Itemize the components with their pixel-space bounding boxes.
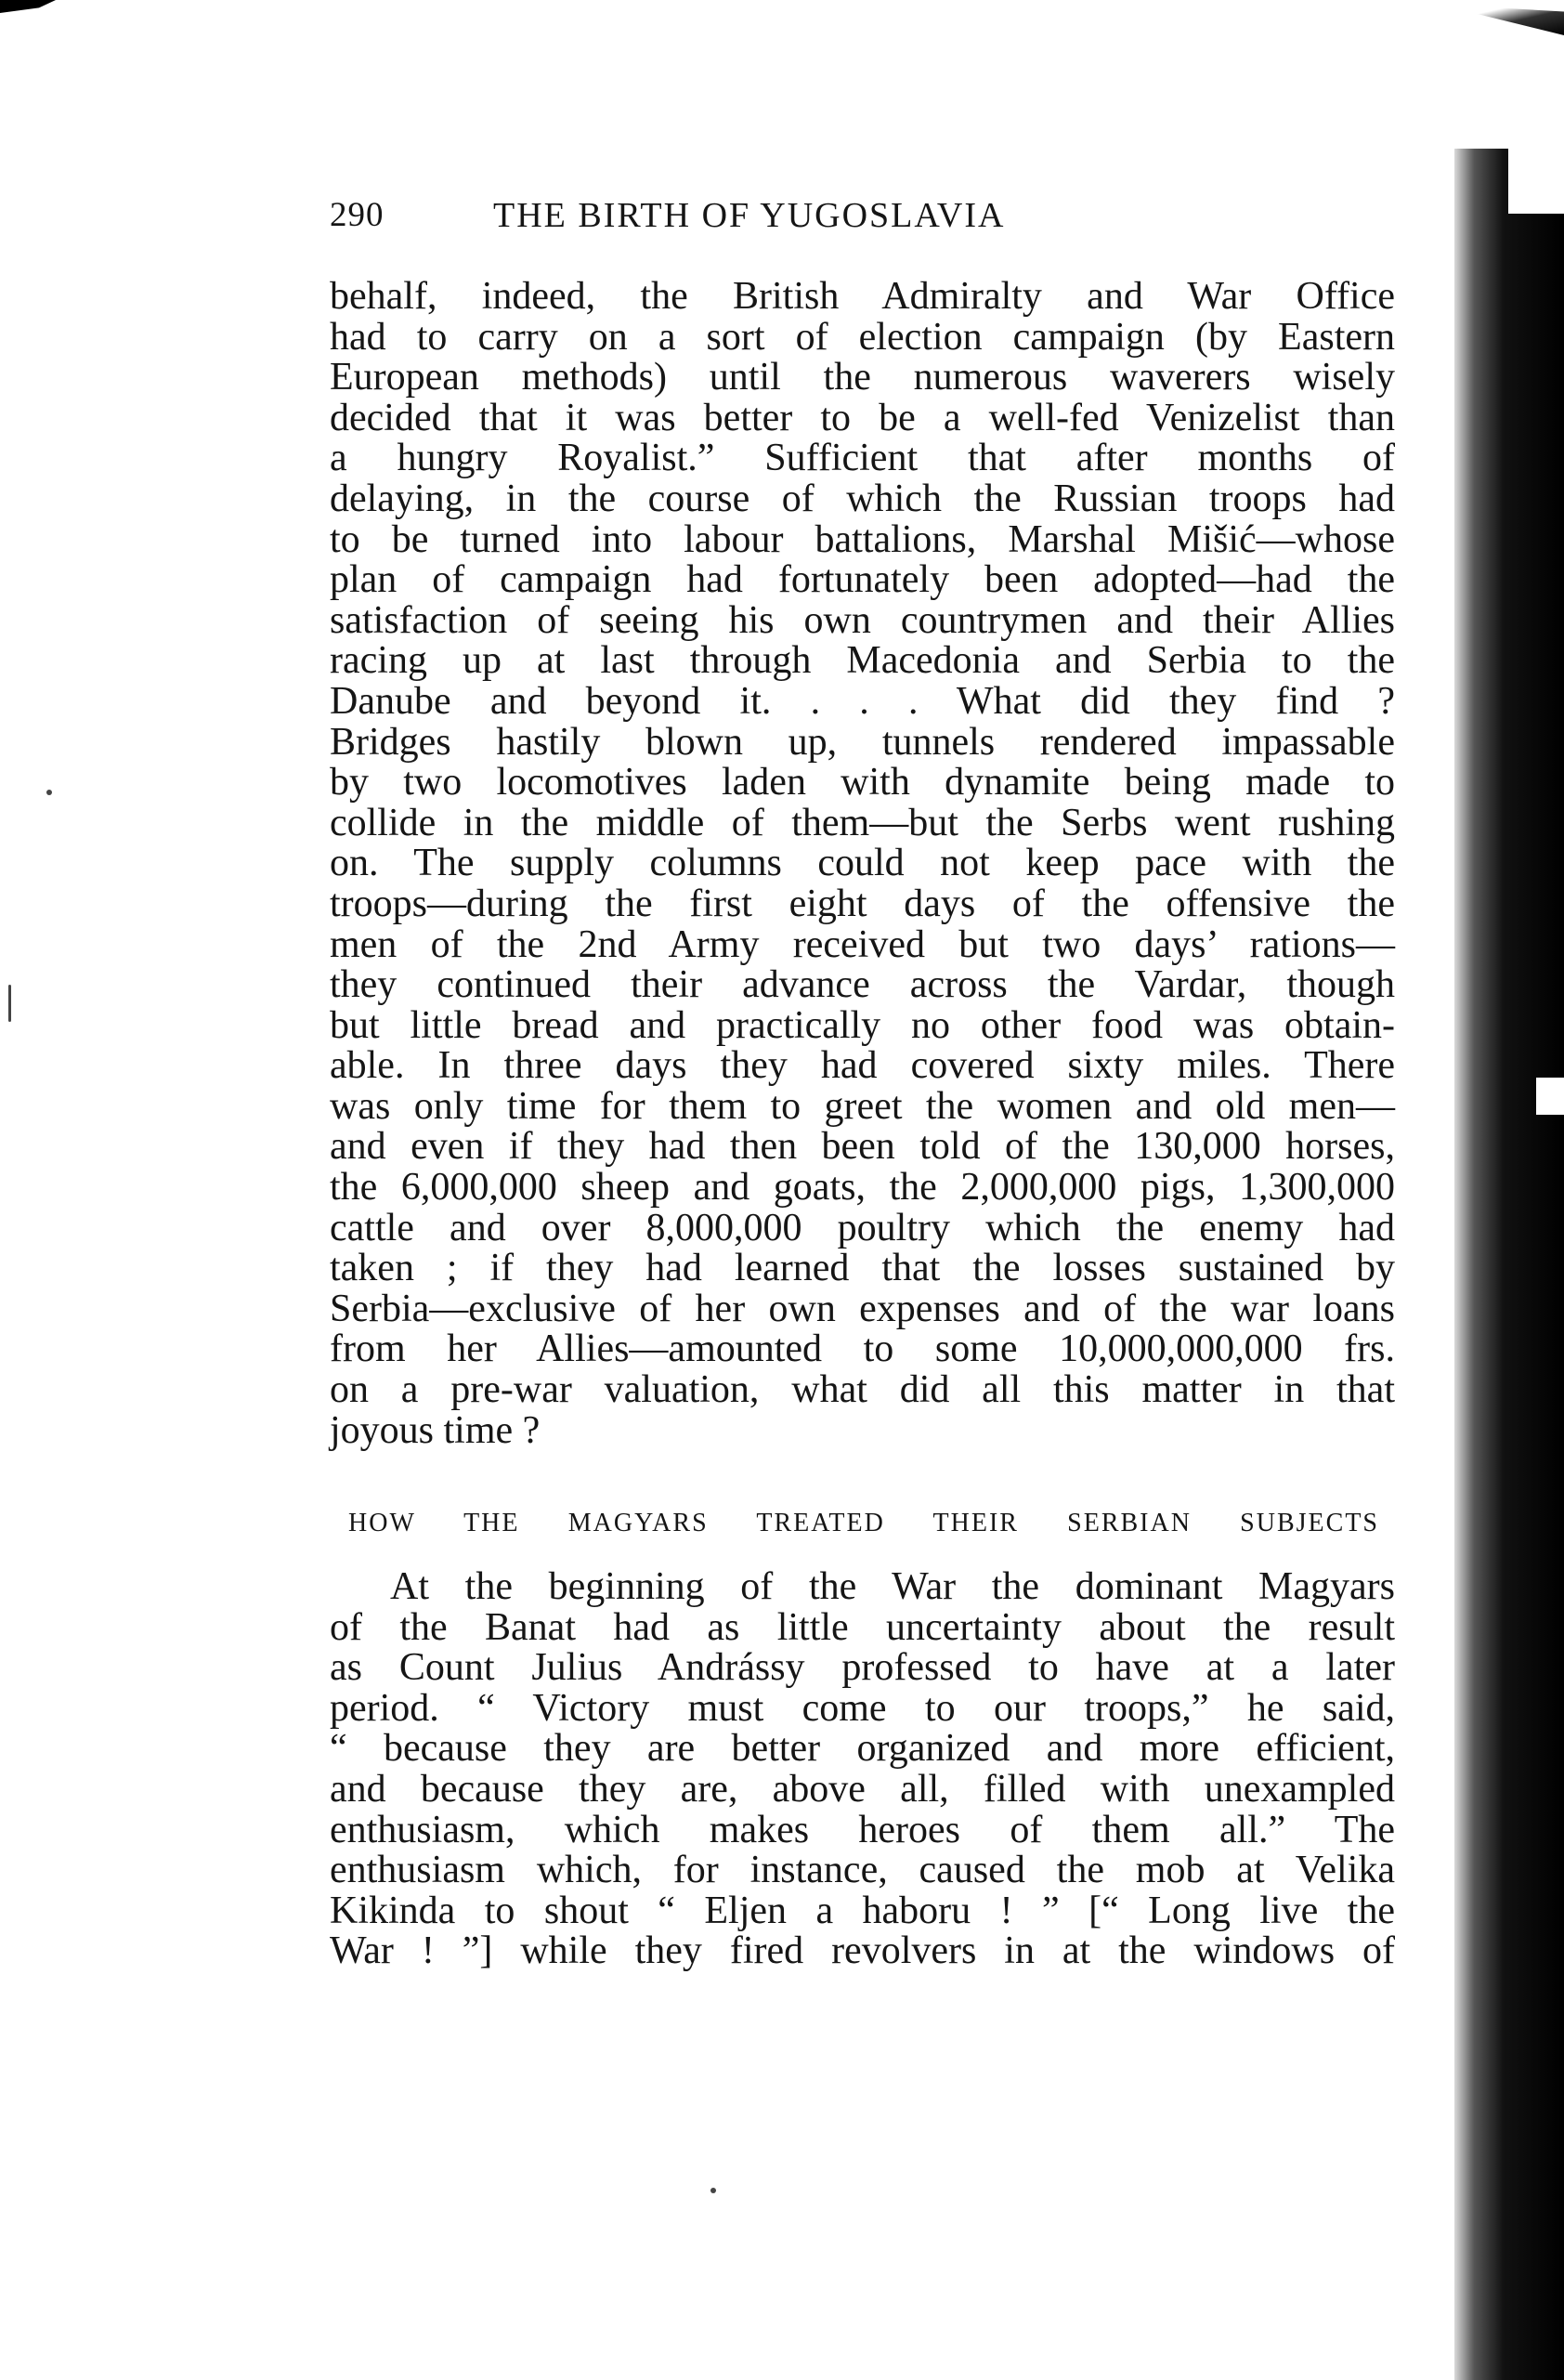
text-line: At the beginning of the War the dominant Magyars xyxy=(390,1565,1395,1608)
text-line: delaying, in the course of which the Russian troops had xyxy=(330,477,1395,520)
scan-speck xyxy=(8,985,11,1022)
page-edge-notch xyxy=(1536,1078,1564,1115)
text-line: “ because they are better organized and more efficient, xyxy=(330,1727,1395,1771)
text-line: a hungry Royalist.” Sufficient that after months of xyxy=(330,437,1395,480)
text-line: on a pre-war valuation, what did all this matter in that xyxy=(330,1368,1395,1412)
paragraph xyxy=(330,277,1395,1451)
text-line: Kikinda to shout “ Eljen a haboru ! ” [“ Long live the xyxy=(330,1889,1395,1932)
text-line: had to carry on a sort of election campaign (by Eastern xyxy=(330,315,1395,359)
section-heading: HOW THE MAGYARS TREATED THEIR SERBIAN SUBJECTS xyxy=(348,1509,1379,1537)
paragraph xyxy=(330,1567,1395,1972)
text-line: Danube and beyond it. . . . What did they find ? xyxy=(330,679,1395,723)
scan-corner-mark xyxy=(0,0,56,13)
text-line: to be turned into labour battalions, Marshal Mišić—whose xyxy=(330,517,1395,561)
page-edge-notch xyxy=(1508,149,1564,214)
text-line: collide in the middle of them—but the Serbs went rushing xyxy=(330,801,1395,844)
running-head xyxy=(330,195,1398,251)
text-line: joyous time ? xyxy=(330,1408,541,1452)
text-line: Bridges hastily blown up, tunnels rendered impassable xyxy=(330,720,1395,764)
text-line: and even if they had then been told of the 130,000 horses, xyxy=(330,1125,1395,1169)
text-line: on. The supply columns could not keep pace with the xyxy=(330,842,1395,885)
text-line: behalf, indeed, the British Admiralty and War Office xyxy=(330,275,1395,318)
text-line: of the Banat had as little uncertainty about the result xyxy=(330,1605,1395,1649)
text-line: period. “ Victory must come to our troops,” he said, xyxy=(330,1686,1395,1730)
scan-speck xyxy=(46,790,52,795)
scan-corner-shadow xyxy=(1425,4,1564,35)
scan-speck xyxy=(710,2188,716,2193)
text-line: troops—during the first eight days of the offensive the xyxy=(330,882,1395,925)
text-line: taken ; if they had learned that the losses sustained by xyxy=(330,1247,1395,1290)
text-line: by two locomotives laden with dynamite being made to xyxy=(330,761,1395,804)
text-line: they continued their advance across the Vardar, though xyxy=(330,963,1395,1007)
text-line: satisfaction of seeing his own countrymen and their Allies xyxy=(330,598,1395,642)
page-number: 290 xyxy=(330,196,384,234)
text-line: War ! ”] while they fired revolvers in at the windows of xyxy=(330,1929,1395,1973)
text-line: but little bread and practically no other food was obtain- xyxy=(330,1003,1395,1047)
running-title: THE BIRTH OF YUGOSLAVIA xyxy=(493,196,1006,235)
page-edge-shadow xyxy=(1454,149,1564,2380)
text-line: enthusiasm which, for instance, caused the mob at Velika xyxy=(330,1849,1395,1892)
text-line: able. In three days they had covered sixty miles. There xyxy=(330,1044,1395,1088)
text-line: the 6,000,000 sheep and goats, the 2,000,000 pigs, 1,300,000 xyxy=(330,1166,1395,1210)
text-line: European methods) until the numerous waverers wisely xyxy=(330,356,1395,399)
text-line: Serbia—exclusive of her own expenses and of the war loans xyxy=(330,1287,1395,1330)
text-line: and because they are, above all, filled with unexampled xyxy=(330,1767,1395,1811)
text-line: plan of campaign had fortunately been adopted—had the xyxy=(330,558,1395,602)
text-line: cattle and over 8,000,000 poultry which the enemy had xyxy=(330,1206,1395,1249)
text-line: from her Allies—amounted to some 10,000,000,000 frs. xyxy=(330,1327,1395,1371)
text-line: decided that it was better to be a well-fed Venizelist than xyxy=(330,396,1395,439)
text-line: was only time for them to greet the women and old men— xyxy=(330,1084,1395,1128)
text-line: enthusiasm, which makes heroes of them all.” The xyxy=(330,1808,1395,1851)
text-line: men of the 2nd Army received but two days’ rations— xyxy=(330,922,1395,966)
text-line: as Count Julius Andrássy professed to have at a later xyxy=(330,1646,1395,1690)
text-line: racing up at last through Macedonia and Serbia to the xyxy=(330,639,1395,683)
